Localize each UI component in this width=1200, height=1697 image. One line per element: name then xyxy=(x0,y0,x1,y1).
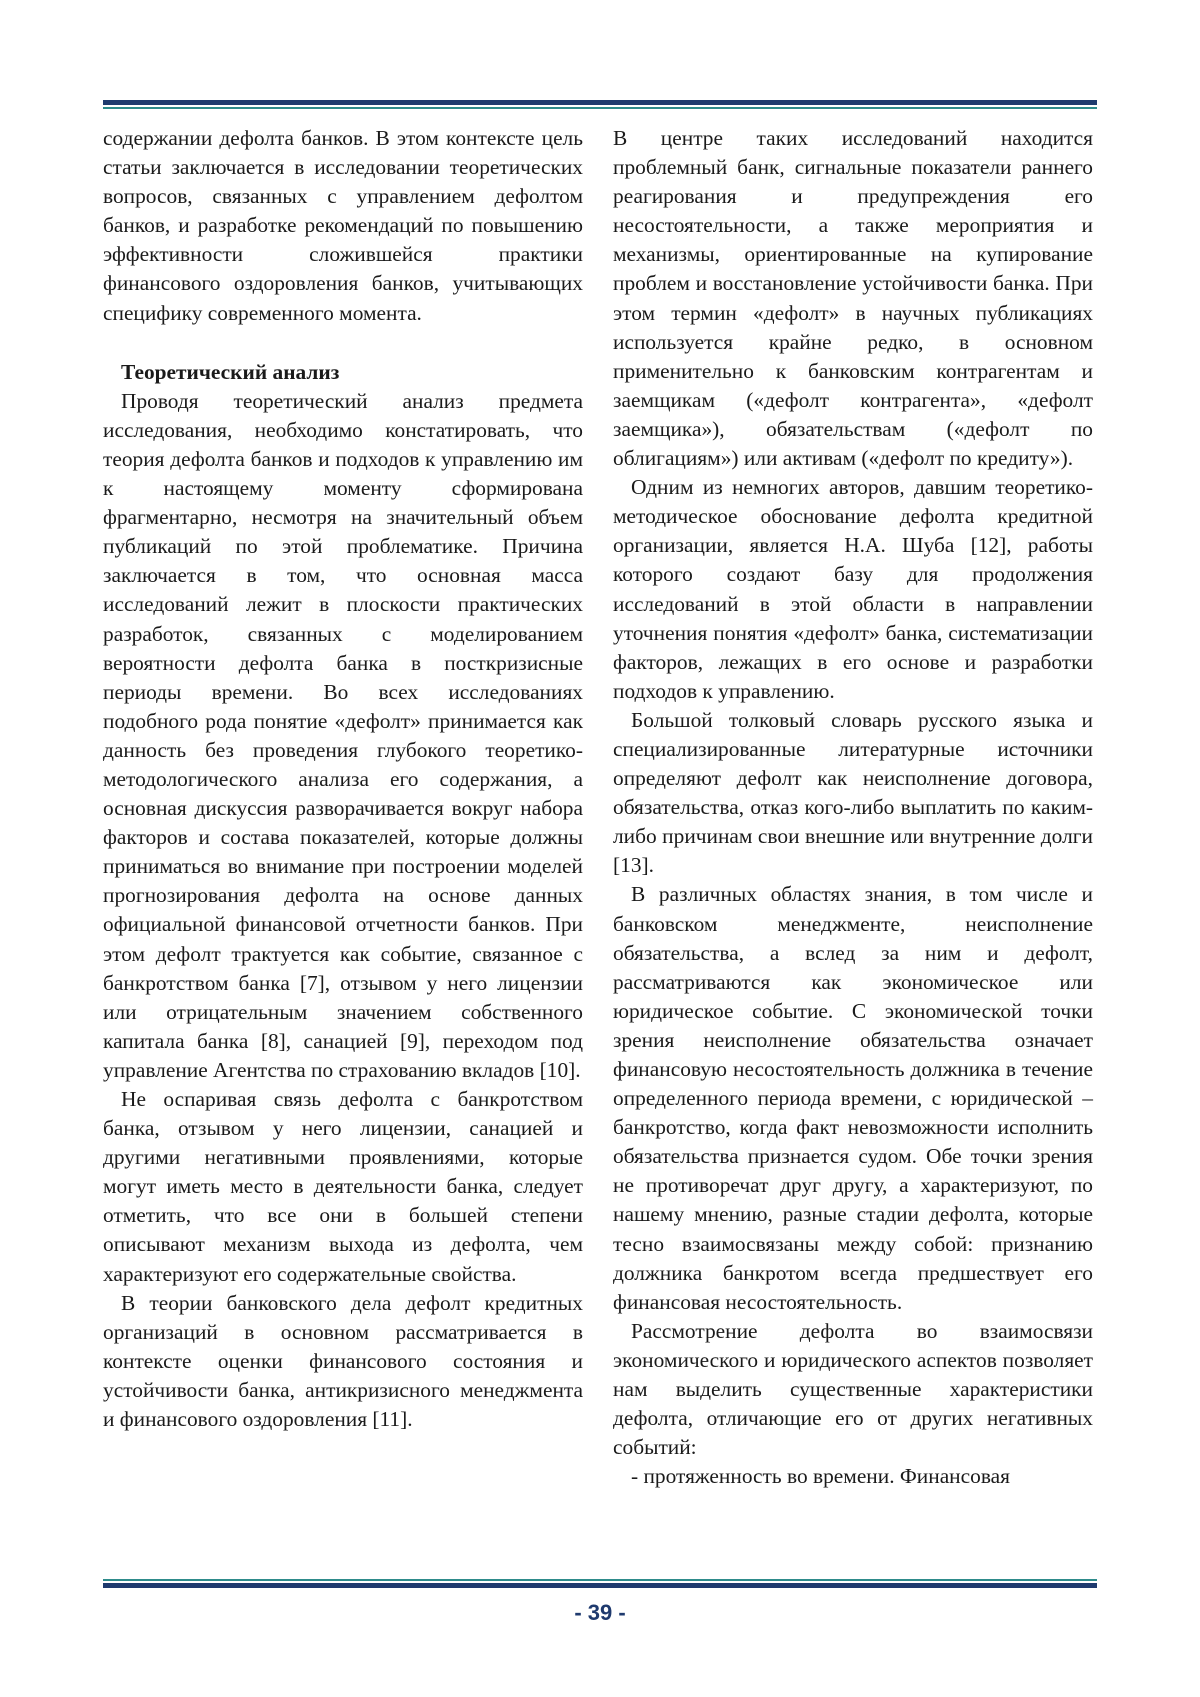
page-number: - 39 - xyxy=(574,1600,626,1625)
header-rule-thick-line xyxy=(103,100,1097,105)
left-paragraph-2: Проводя теоретический анализ предмета исследования, необходимо констатировать, что теория дефолта банков и подходов к управлению им к настоящему моменту сформирована фрагментарно, несмотря на значительный объем публикаций по этой проблематике. Причина заключается в том, что основная масса исследований лежит в плоскости практических разработок, связанных с моделированием вероятности дефолта банка в посткризисные периоды времени. Во всех исследованиях подобного рода понятие «дефолт» принимается как данность без проведения глубокого теоретико-методологического анализа его содержания, а основная дискуссия разворачивается вокруг набора факторов и состава показателей, которые должны приниматься во внимание при построении моделей прогнозирования дефолта на основе данных официальной финансовой отчетности банков. При этом дефолт трактуется как событие, связанное с банкротством банка [7], отзывом у него лицензии или отрицательным значением собственного капитала банка [8], санацией [9], переходом под управление Агентства по страхованию вкладов [10]. xyxy=(103,388,583,1082)
right-paragraph-6: - протяженность во времени. Финансовая xyxy=(631,1464,1010,1489)
footer-rule-thin-line xyxy=(103,1579,1097,1581)
header-rule-thin-line xyxy=(103,107,1097,109)
right-paragraph-4: В различных областях знания, в том числе и банковском менеджменте, неисполнение обязательства, а вслед за ним и дефолт, рассматриваются как экономическое или юридическое событие. С экономической точки зрения неисполнение обязательства означает финансовую несостоятельность должника в течение определенного периода времени, с юридической – банкротство, когда факт невозможности исполнить обязательства признается судом. Обе точки зрения не противоречат друг другу, а характеризуют, по нашему мнению, разные стадии дефолта, которые тесно взаимосвязаны между собой: признанию должника банкротом всегда предшествует его финансовая несостоятельность. xyxy=(613,882,1093,1314)
header-rule xyxy=(103,100,1097,112)
left-column xyxy=(103,124,583,1434)
right-paragraph-3: Большой толковый словарь русского языка и специализированные литературные источники определяют дефолт как неисполнение договора, обязательства, отказ кого-либо выплатить по каким-либо причинам свои внешние или внутренние долги [13]. xyxy=(613,707,1093,878)
left-paragraph-3: Не оспаривая связь дефолта с банкротством банка, отзывом у него лицензии, санацией и другими негативными проявлениями, которые могут иметь место в деятельности банка, следует отметить, что все они в большей степени описывают механизм выхода из дефолта, чем характеризуют его содержательные свойства. xyxy=(103,1087,583,1286)
right-paragraph-2: Одним из немногих авторов, давшим теоретико-методическое обоснование дефолта кредитной организации, является Н.А. Шуба [12], работы которого создают базу для продолжения исследований в этой области в направлении уточнения понятия «дефолт» банка, систематизации факторов, лежащих в его основе и разработки подходов к управлению. xyxy=(613,475,1093,703)
right-paragraph-1: В центре таких исследований находится проблемный банк, сигнальные показатели раннего реагирования и предупреждения его несостоятельности, а также мероприятия и механизмы, ориентированные на купирование проблем и восстановление устойчивости банка. При этом термин «дефолт» в научных публикациях используется крайне редко, в основном применительно к банковским контрагентам и заемщикам («дефолт контрагента», «дефолт заемщика»), обязательствам («дефолт по облигациям») или активам («дефолт по кредиту»). xyxy=(613,126,1093,471)
left-paragraph-1: содержании дефолта банков. В этом контексте цель статьи заключается в исследовании теоретических вопросов, связанных с управлением дефолтом банков, и разработке рекомендаций по повышению эффективности сложившейся практики финансового оздоровления банков, учитывающих специфику современного момента. xyxy=(103,126,583,325)
right-column xyxy=(613,124,1093,1491)
left-paragraph-4: В теории банковского дела дефолт кредитных организаций в основном рассматривается в контексте оценки финансового состояния и устойчивости банка, антикризисного менеджмента и финансового оздоровления [11]. xyxy=(103,1290,583,1432)
footer-rule-thick-line xyxy=(103,1583,1097,1588)
footer-rule xyxy=(103,1579,1097,1591)
right-paragraph-5: Рассмотрение дефолта во взаимосвязи экономического и юридического аспектов позволяет нам выделить существенные характеристики дефолта, отличающие его от других негативных событий: xyxy=(613,1318,1093,1460)
section-heading: Теоретический анализ xyxy=(121,359,340,384)
